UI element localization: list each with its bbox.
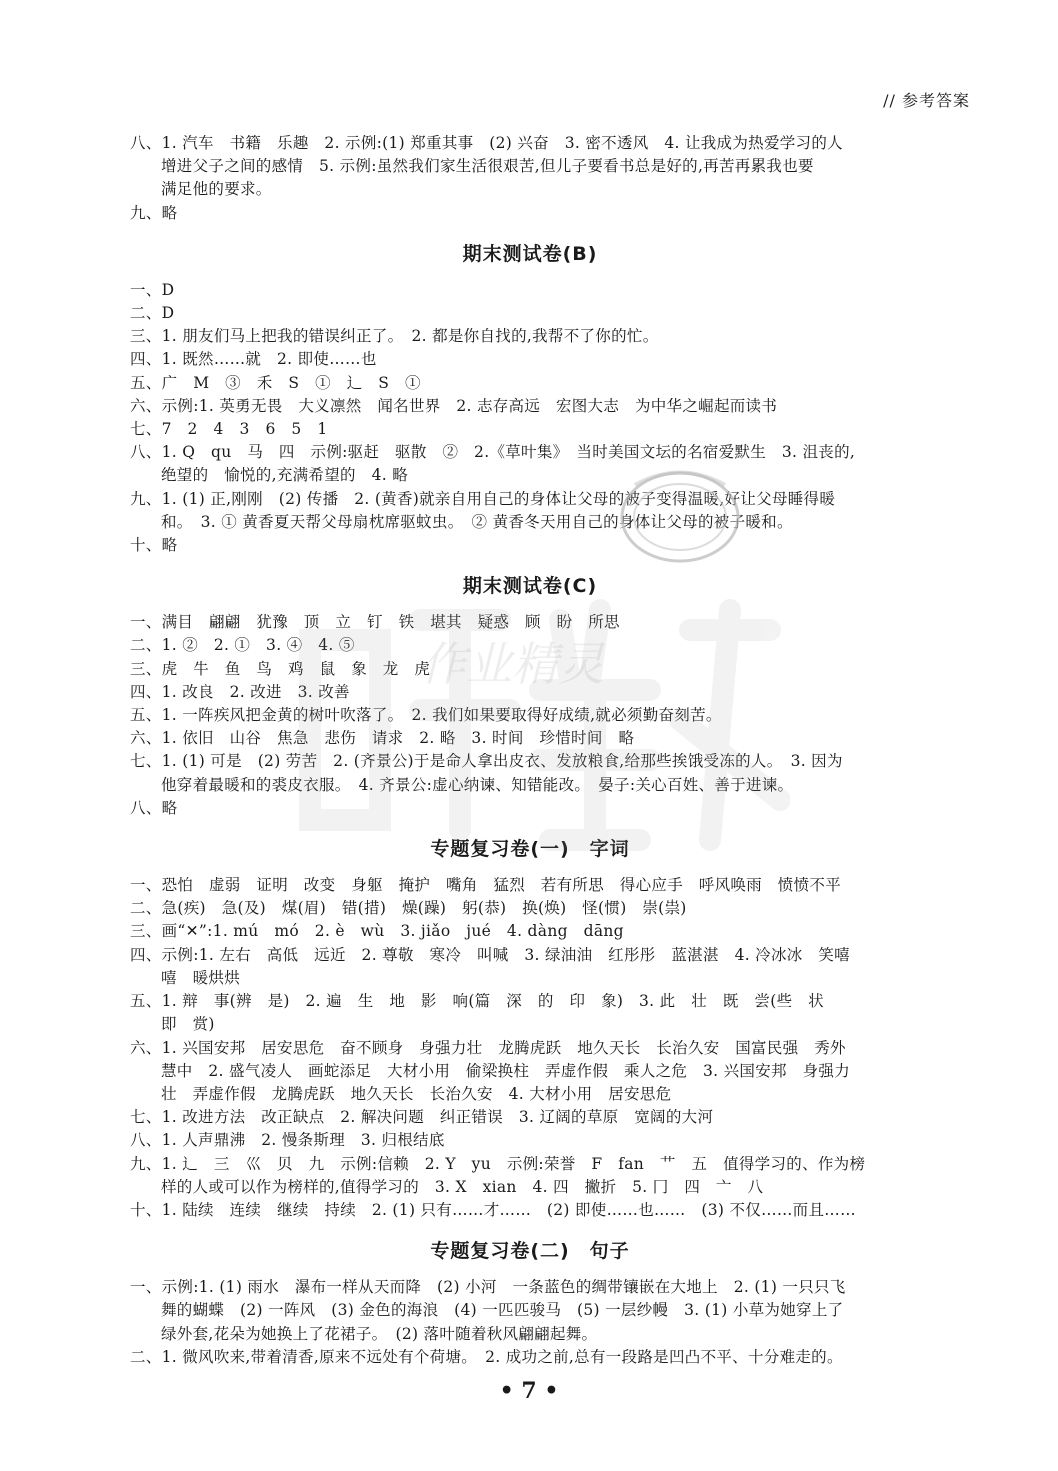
answer-line: 一、恐怕 虚弱 证明 改变 身躯 掩护 嘴角 猛烈 若有所思 得心应手 呼风唤雨 愤愤不平 bbox=[130, 876, 842, 895]
answer-line: 八、1. 汽车 书籍 乐趣 2. 示例:(1) 郑重其事 (2) 兴奋 3. 密不透风 4. 让我成为热爱学习的人 bbox=[130, 134, 843, 152]
answer-line-continuation: 即 赏) bbox=[161, 1015, 215, 1034]
answer-line: 九、略 bbox=[130, 203, 178, 222]
section-heading: 期末测试卷(C) bbox=[462, 575, 598, 598]
answer-line: 一、满目 翩翩 犹豫 顶 立 钉 铁 堪其 疑惑 顾 盼 所思 bbox=[130, 613, 620, 632]
answer-line-continuation: 嘻 暖烘烘 bbox=[161, 968, 241, 987]
answer-line: 十、略 bbox=[130, 536, 178, 555]
answer-line-continuation: 他穿着最暖和的裘皮衣服。 4. 齐景公:虚心纳谏、知错能改。 晏子:关心百姓、善于进谏。 bbox=[161, 775, 794, 794]
answer-line: 五、广 M ③ 禾 S ① 辶 S ① bbox=[130, 373, 421, 392]
answer-line: 三、虎 牛 鱼 鸟 鸡 鼠 象 龙 虎 bbox=[130, 659, 431, 678]
answer-line-continuation: 壮 弄虚作假 龙腾虎跃 地久天长 长治久安 4. 大材小用 居安思危 bbox=[161, 1084, 672, 1103]
svg-text:作业精灵: 作业精灵 bbox=[420, 637, 604, 691]
answer-line: 七、7 2 4 3 6 5 1 bbox=[130, 420, 328, 439]
page-number: • 7 • bbox=[499, 1378, 559, 1404]
answer-line-continuation: 绝望的 愉悦的,充满希望的 4. 略 bbox=[161, 466, 409, 485]
answer-line-continuation: 舞的蝴蝶 (2) 一阵风 (3) 金色的海浪 (4) 一匹匹骏马 (5) 一层纱幔 3. (1) 小草为她穿上了 bbox=[161, 1301, 844, 1320]
section-heading: 专题复习卷(一) 字词 bbox=[430, 838, 630, 861]
answer-line: 五、1. 一阵疾风把金黄的树叶吹落了。 2. 我们如果要取得好成绩,就必须勤奋刻苦。 bbox=[130, 706, 722, 725]
answer-line: 八、1. Q qu 马 四 示例:驱赶 驱散 ② 2.《草叶集》 当时美国文坛的名宿爱默生 3. 沮丧的, bbox=[130, 443, 856, 462]
answer-line: 九、1. 辶 三 巛 贝 九 示例:信赖 2. Y yu 示例:荣誉 F fan 艹 五 值得学习的、作为榜 bbox=[130, 1154, 866, 1173]
answer-line: 四、1. 改良 2. 改进 3. 改善 bbox=[130, 682, 350, 701]
answer-line-continuation: 绿外套,花朵为她换上了花裙子。 (2) 落叶随着秋风翩翩起舞。 bbox=[161, 1324, 598, 1343]
answer-line: 七、1. 改进方法 改正缺点 2. 解决问题 纠正错误 3. 辽阔的草原 宽阔的大河 bbox=[130, 1108, 714, 1127]
answer-line: 二、1. 微风吹来,带着清香,原来不远处有个荷塘。 2. 成功之前,总有一段路是凹凸不平、十分难走的。 bbox=[130, 1347, 843, 1366]
answer-line-continuation: 增进父子之间的感情 5. 示例:虽然我们家生活很艰苦,但儿子要看书总是好的,再苦再累我也要 bbox=[161, 157, 814, 176]
section-heading: 期末测试卷(B) bbox=[462, 242, 598, 265]
answer-line: 十、1. 陆续 连续 继续 持续 2. (1) 只有……才…… (2) 即使……也…… (3) 不仅……而且…… bbox=[130, 1200, 856, 1219]
answer-line: 六、1. 兴国安邦 居安思危 奋不顾身 身强力壮 龙腾虎跃 地久天长 长治久安 国富民强 秀外 bbox=[130, 1038, 846, 1057]
section-heading: 专题复习卷(二) 句子 bbox=[430, 1240, 630, 1263]
answer-line: 二、D bbox=[130, 304, 175, 323]
answer-line: 四、1. 既然……就 2. 即使……也 bbox=[130, 350, 377, 369]
answer-line: 八、略 bbox=[130, 798, 178, 817]
answer-line-continuation: 慧中 2. 盛气凌人 画蛇添足 大材小用 偷梁换柱 弄虚作假 乘人之危 3. 兴国安邦 身强力 bbox=[161, 1061, 851, 1080]
answer-line: 二、1. ② 2. ① 3. ④ 4. ⑤ bbox=[130, 636, 355, 655]
answer-line: 二、急(疾) 急(及) 煤(眉) 错(措) 燥(躁) 躬(恭) 换(焕) 怪(惯) 崇(祟) bbox=[130, 899, 687, 918]
running-title: // 参考答案 bbox=[883, 91, 970, 110]
answer-line: 八、1. 人声鼎沸 2. 慢条斯理 3. 归根结底 bbox=[130, 1131, 445, 1150]
answer-line: 五、1. 辩 事(辨 是) 2. 遍 生 地 影 响(篇 深 的 印 象) 3. 此 壮 既 尝(些 状 bbox=[130, 992, 824, 1011]
answer-line: 七、1. (1) 可是 (2) 劳苦 2. (齐景公)于是命人拿出皮衣、发放粮食,给那些挨饿受冻的人。 3. 因为 bbox=[130, 752, 843, 771]
answer-line: 三、1. 朋友们马上把我的错误纠正了。 2. 都是你自找的,我帮不了你的忙。 bbox=[130, 327, 659, 346]
answer-line-continuation: 满足他的要求。 bbox=[161, 180, 272, 199]
answer-line: 三、画“✕”:1. mú mó 2. è wù 3. jiǎo jué 4. dàng dāng bbox=[130, 922, 624, 941]
answer-line: 一、示例:1. (1) 雨水 瀑布一样从天而降 (2) 小河 一条蓝色的绸带镶嵌在大地上 2. (1) 一只只飞 bbox=[130, 1278, 846, 1297]
answer-line-continuation: 和。 3. ① 黄香夏天帮父母扇枕席驱蚊虫。 ② 黄香冬天用自己的身体让父母的被子暖和。 bbox=[161, 512, 793, 531]
answer-line: 六、1. 依旧 山谷 焦急 悲伤 请求 2. 略 3. 时间 珍惜时间 略 bbox=[130, 729, 635, 748]
answer-line-continuation: 样的人或可以作为榜样的,值得学习的 3. X xian 4. 四 撇折 5. 冂 四 亠 八 bbox=[161, 1177, 764, 1196]
answer-line: 六、示例:1. 英勇无畏 大义凛然 闻名世界 2. 志存高远 宏图大志 为中华之崛起而读书 bbox=[130, 396, 778, 415]
answer-line: 九、1. (1) 正,刚刚 (2) 传播 2. (黄香)就亲自用自己的身体让父母的被子变得温暖,好让父母睡得暖 bbox=[130, 489, 836, 508]
answer-line: 四、示例:1. 左右 高低 远近 2. 尊敬 寒冷 叫喊 3. 绿油油 红彤彤 蓝湛湛 4. 冷冰冰 笑嘻 bbox=[130, 945, 850, 964]
answer-content bbox=[130, 132, 930, 1369]
answer-line: 一、D bbox=[130, 280, 175, 299]
